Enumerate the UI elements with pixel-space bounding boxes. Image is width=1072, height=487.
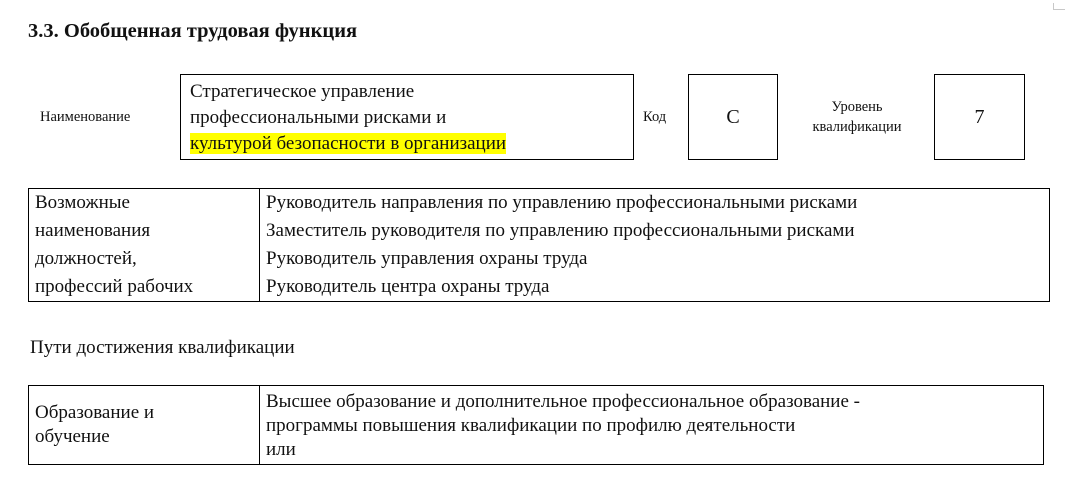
education-content-cell — [260, 386, 1044, 465]
positions-label-line: профессий рабочих — [35, 276, 194, 297]
education-content-line: Высшее образование и дополнительное профессиональное образование - — [266, 391, 860, 412]
position-item: Заместитель руководителя по управлению профессиональными рисками — [266, 220, 855, 241]
qualification-level-label — [786, 97, 928, 137]
position-item: Руководитель центра охраны труда — [266, 276, 550, 297]
highlighted-text: культурой безопасности в организации — [190, 133, 507, 154]
education-label-line: Образование и — [35, 402, 155, 423]
function-name-box — [180, 74, 634, 160]
section-heading: 3.3. Обобщенная трудовая функция — [28, 20, 358, 42]
name-label: Наименование — [40, 109, 131, 125]
positions-label-cell — [29, 189, 260, 302]
education-content-line: программы повышения квалификации по профилю деятельности — [266, 415, 796, 436]
table-row — [29, 386, 1044, 465]
education-label-cell — [29, 386, 260, 465]
positions-label-line: Возможные — [35, 192, 130, 213]
positions-table — [28, 188, 1050, 302]
function-name-line — [190, 131, 633, 157]
qualification-paths-title: Пути достижения квалификации — [30, 337, 295, 358]
qualification-level-box — [934, 74, 1025, 160]
education-table — [28, 385, 1044, 465]
page-corner-mark — [1053, 3, 1065, 10]
table-row — [29, 189, 1050, 302]
qualification-level-value: 7 — [974, 105, 985, 128]
position-item: Руководитель направления по управлению профессиональными рисками — [266, 192, 858, 213]
level-label-line: квалификации — [812, 119, 902, 135]
function-name-line: Стратегическое управление — [190, 81, 415, 102]
position-item: Руководитель управления охраны труда — [266, 248, 588, 269]
positions-list-cell — [260, 189, 1050, 302]
level-label-line: Уровень — [831, 99, 883, 115]
positions-label-line: наименования — [35, 220, 151, 241]
education-label-line: обучение — [35, 426, 110, 447]
positions-label-line: должностей, — [35, 248, 137, 269]
code-value: C — [726, 105, 740, 128]
education-content-line: или — [266, 439, 296, 460]
function-name-line: профессиональными рисками и — [190, 107, 447, 128]
code-box — [688, 74, 778, 160]
code-label: Код — [643, 109, 667, 125]
